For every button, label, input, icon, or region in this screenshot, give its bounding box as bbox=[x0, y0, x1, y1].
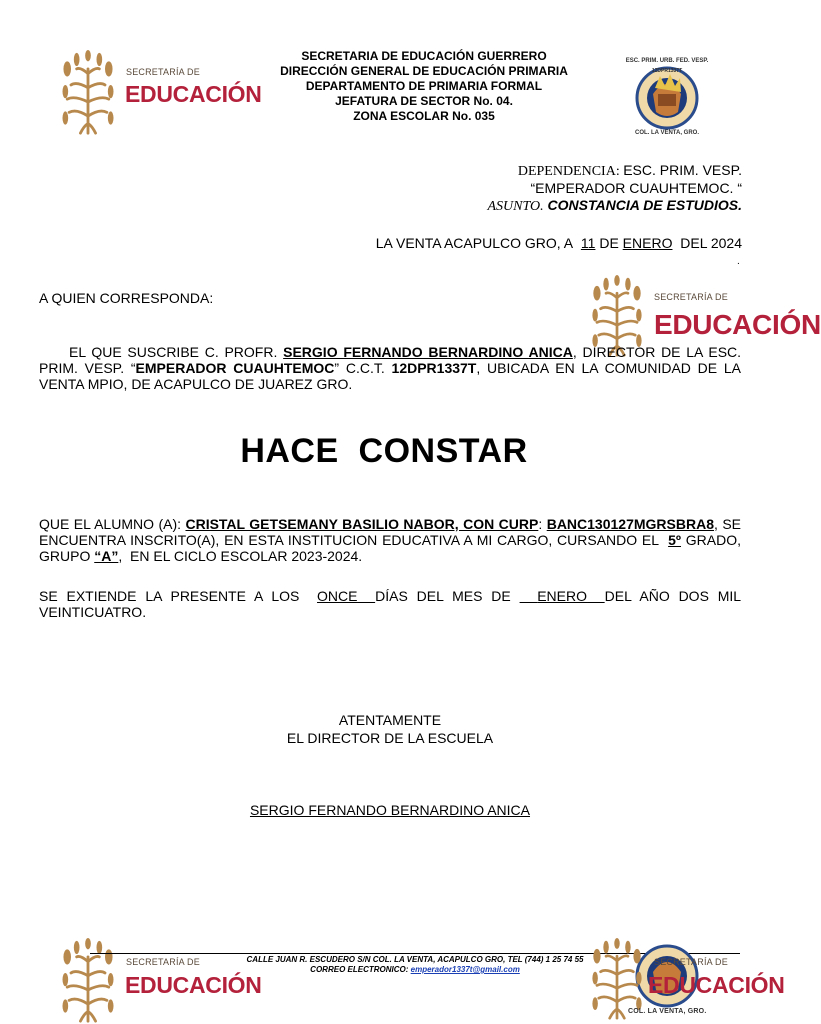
dependencia-label: DEPENDENCIA bbox=[517, 164, 616, 179]
tree-emblem-icon bbox=[58, 50, 118, 135]
seal-emblem-icon bbox=[608, 64, 726, 134]
logo-small-text: SECRETARÍA DE bbox=[126, 67, 200, 77]
asunto-label: ASUNTO. bbox=[487, 199, 544, 214]
asunto-value: CONSTANCIA DE ESTUDIOS. bbox=[547, 197, 742, 213]
header-line: JEFATURA DE SECTOR No. 04. bbox=[335, 94, 513, 108]
school-seal bbox=[608, 54, 726, 144]
institution-header bbox=[250, 49, 598, 124]
logo-big-text: EDUCACIÓN bbox=[125, 972, 262, 998]
logo-big-text: EDUCACIÓN bbox=[125, 81, 262, 107]
document-title: HACE CONSTAR bbox=[240, 432, 528, 470]
logo-big-text: EDUCACIÓN bbox=[654, 309, 821, 340]
header-line: ZONA ESCOLAR No. 035 bbox=[353, 109, 495, 123]
seal-code: 12DPR1337T bbox=[651, 68, 683, 74]
seal-top-text: ESC. PRIM. URB. FED. VESP. bbox=[625, 58, 709, 64]
footer-address: CALLE JUAN R. ESCUDERO S/N COL. LA VENTA, ACAPULCO GRO, TEL (744) 1 25 74 55 bbox=[246, 955, 584, 964]
cct-code: 12DPR1337T bbox=[391, 360, 477, 376]
date-year: DEL 2024 bbox=[680, 235, 742, 251]
student-group: “A” bbox=[94, 548, 119, 564]
footer-email-label: CORREO ELECTRONICO: bbox=[310, 965, 409, 974]
date-line bbox=[376, 235, 742, 252]
body-text: , SE ENCUENTRA INSCRITO(A), EN ESTA INSTITUCION EDUCATIVA A MI CARGO, CURSANDO EL bbox=[39, 516, 742, 548]
signer-role: EL DIRECTOR DE LA ESCUELA bbox=[286, 730, 494, 746]
intro-text: EL QUE SUSCRIBE C. PROFR. bbox=[69, 344, 278, 360]
days-word: ONCE bbox=[317, 588, 358, 604]
director-name: SERGIO FERNANDO BERNARDINO ANICA bbox=[283, 344, 573, 360]
intro-text: , DIRECTOR DE LA ESC. PRIM. VESP. “ bbox=[39, 344, 742, 376]
school-name-quoted: “EMPERADOR CUAUHTEMOC. “ bbox=[530, 180, 742, 196]
signature-block bbox=[0, 711, 780, 747]
school-name: EMPERADOR CUAUHTEMOC bbox=[135, 360, 335, 376]
date-day: 11 bbox=[580, 235, 596, 251]
header-line: DIRECCIÓN GENERAL DE EDUCACIÓN PRIMARIA bbox=[280, 64, 568, 78]
date-dot: . bbox=[737, 256, 740, 267]
seal-bottom-text: COL. LA VENTA, GRO. bbox=[628, 1008, 707, 1015]
tree-emblem-icon bbox=[58, 938, 118, 1023]
closing: ATENTAMENTE bbox=[338, 712, 442, 728]
issuance-paragraph bbox=[39, 588, 741, 620]
body-text: QUE EL ALUMNO (A): bbox=[39, 516, 181, 532]
date-de: DE bbox=[599, 235, 619, 251]
seal-bottom-text: COL. LA VENTA, GRO. bbox=[635, 130, 699, 136]
intro-paragraph bbox=[39, 344, 741, 392]
student-paragraph bbox=[39, 516, 741, 564]
document-meta: DEPENDENCIA: ESC. PRIM. VESP. “EMPERADOR CUAUHTEMOC. “ ASUNTO. CONSTANCIA DE ESTUDIOS. bbox=[487, 162, 742, 214]
body-text: GRADO, GRUPO bbox=[39, 532, 742, 564]
recipient: A QUIEN CORRESPONDA: bbox=[39, 290, 214, 306]
footer-email-link[interactable]: emperador1337t@gmail.com bbox=[410, 965, 520, 974]
body-text: DEL AÑO DOS MIL VEINTICUATRO. bbox=[39, 588, 742, 620]
dependencia-value: ESC. PRIM. VESP. bbox=[623, 162, 742, 178]
header-line: SECRETARIA DE EDUCACIÓN GUERRERO bbox=[301, 49, 547, 63]
date-prefix: LA VENTA ACAPULCO GRO, A bbox=[375, 235, 574, 251]
student-curp: BANC130127MGRSBRA8 bbox=[546, 516, 714, 532]
body-text: : bbox=[538, 516, 543, 532]
intro-text: ” C.C.T. bbox=[334, 360, 385, 376]
footer-contact bbox=[190, 955, 640, 975]
logo-small-text: SECRETARÍA DE bbox=[126, 957, 200, 967]
logo-big-text: EDUCACIÓN bbox=[648, 972, 785, 998]
intro-text: , UBICADA EN LA COMUNIDAD DE LA VENTA MPIO, DE ACAPULCO DE JUAREZ GRO. bbox=[39, 360, 742, 392]
signer-name: SERGIO FERNANDO BERNARDINO ANICA bbox=[249, 802, 531, 818]
logo-small-text: SECRETARÍA DE bbox=[654, 292, 728, 302]
date-month: ENERO bbox=[622, 235, 673, 251]
student-grade: 5º bbox=[668, 532, 681, 548]
body-text: SE EXTIENDE LA PRESENTE A LOS bbox=[39, 588, 300, 604]
footer-logo-right bbox=[588, 938, 785, 1023]
student-name: CRISTAL GETSEMANY BASILIO NABOR, CON CURP bbox=[185, 516, 539, 532]
month-word: ENERO bbox=[537, 588, 588, 604]
signer-name-wrap bbox=[0, 801, 780, 819]
secretaria-educacion-logo bbox=[58, 50, 262, 135]
footer-logo-left bbox=[58, 938, 262, 1023]
body-text: , EN EL CICLO ESCOLAR 2023-2024. bbox=[118, 548, 363, 564]
header-line: DEPARTAMENTO DE PRIMARIA FORMAL bbox=[305, 79, 543, 93]
body-text: DÍAS DEL MES DE bbox=[375, 588, 511, 604]
logo-small-text: SECRETARÍA DE bbox=[654, 957, 728, 967]
